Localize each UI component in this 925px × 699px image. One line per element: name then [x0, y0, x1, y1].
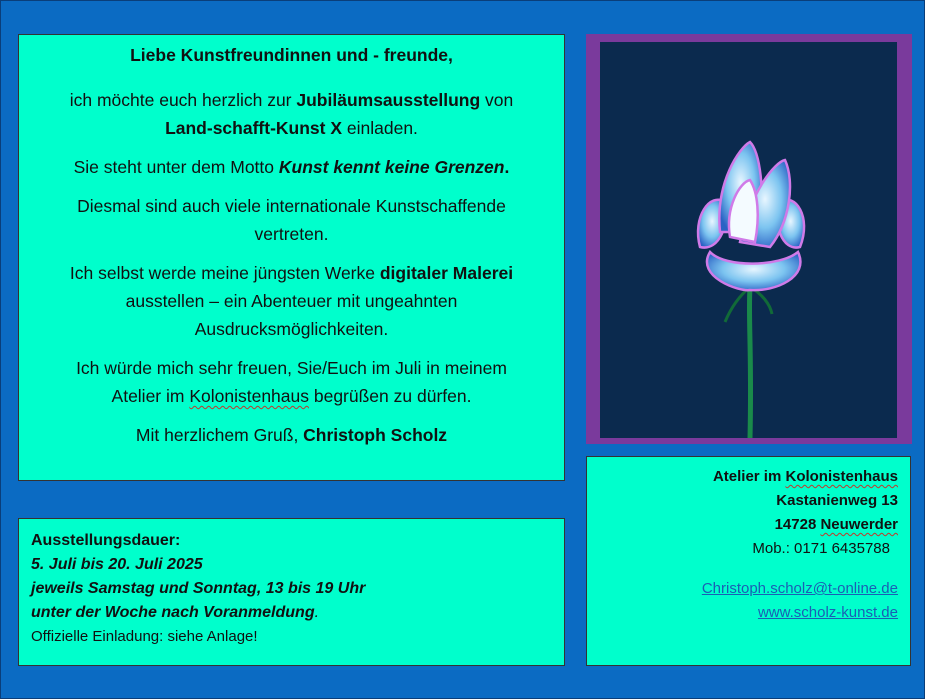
flower-painting — [600, 42, 897, 438]
paragraph-invite: Ich würde mich sehr freuen, Sie/Euch im Juli in meinem Atelier im Kolonistenhaus begrüßen zu dürfen. — [76, 358, 507, 406]
invitation-letter — [18, 34, 565, 481]
exhibit-heading: Ausstellungsdauer: — [31, 532, 181, 549]
paragraph-international: Diesmal sind auch viele internationale Kunstschaffende vertreten. — [77, 196, 506, 244]
closing: Mit herzlichem Gruß, Christoph Scholz — [135, 425, 448, 445]
contact-atelier: Atelier im Kolonistenhaus — [712, 468, 898, 485]
email-link[interactable]: Christoph.scholz@t-online.de — [701, 580, 898, 597]
exhibition-info — [18, 518, 565, 666]
website-link[interactable]: www.scholz-kunst.de — [757, 604, 898, 621]
paragraph-motto: Sie steht unter dem Motto Kunst kennt keine Grenzen. — [73, 157, 510, 177]
paragraph-digital: Ich selbst werde meine jüngsten Werke digitaler Malerei ausstellen – ein Abenteuer mit ungeahnten Ausdrucksmöglichkeiten. — [69, 263, 514, 339]
exhibit-note: Offizielle Einladung: siehe Anlage! — [31, 628, 258, 645]
contact-mobile: Mob.: 0171 6435788 — [752, 540, 890, 557]
paragraph-intro: ich möchte euch herzlich zur Jubiläumsausstellung von Land-schafft-Kunst X einladen. — [69, 90, 514, 138]
exhibit-weekdays: unter der Woche nach Voranmeldung. — [31, 604, 320, 621]
greeting: Liebe Kunstfreundinnen und - freunde, — [130, 45, 453, 65]
exhibit-dates: 5. Juli bis 20. Juli 2025 — [31, 556, 203, 573]
contact-town: 14728 Neuwerder — [774, 516, 898, 533]
exhibit-weekends: jeweils Samstag und Sonntag, 13 bis 19 Uhr — [31, 580, 366, 597]
contact-info — [586, 456, 911, 666]
artwork-digital-flower — [600, 42, 897, 438]
contact-street: Kastanienweg 13 — [776, 492, 898, 509]
